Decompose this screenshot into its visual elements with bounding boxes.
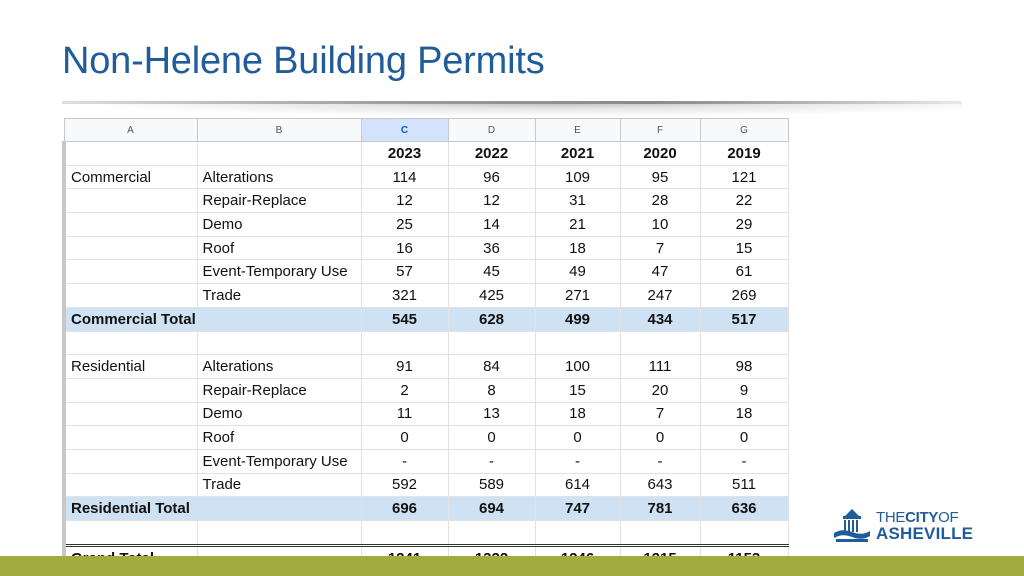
value-cell[interactable]: 2 xyxy=(361,378,448,402)
value-cell[interactable]: 95 xyxy=(620,165,700,189)
col-header-b[interactable]: B xyxy=(197,119,361,142)
cell[interactable] xyxy=(64,236,197,260)
value-cell[interactable]: 9 xyxy=(700,378,788,402)
title-divider xyxy=(62,101,962,117)
cell[interactable] xyxy=(64,426,197,450)
cell[interactable] xyxy=(64,521,197,546)
category-cell[interactable]: Residential xyxy=(64,355,197,379)
value-cell[interactable]: 14 xyxy=(448,213,535,237)
permit-type-cell[interactable]: Repair-Replace xyxy=(197,378,361,402)
cell[interactable] xyxy=(361,331,448,355)
value-cell[interactable]: 49 xyxy=(535,260,620,284)
courthouse-icon xyxy=(832,506,872,546)
permit-type-cell[interactable]: Roof xyxy=(197,426,361,450)
value-cell[interactable]: 57 xyxy=(361,260,448,284)
total-cell[interactable]: 694 xyxy=(448,497,535,521)
value-cell[interactable]: 20 xyxy=(620,378,700,402)
value-cell[interactable]: - xyxy=(535,449,620,473)
logo-of: OF xyxy=(938,509,959,526)
year-header-row xyxy=(64,142,788,166)
table-row xyxy=(64,355,788,379)
table-row xyxy=(64,236,788,260)
blank-row xyxy=(64,331,788,355)
cell[interactable] xyxy=(535,521,620,546)
value-cell[interactable]: 0 xyxy=(535,426,620,450)
permit-type-cell[interactable]: Trade xyxy=(197,473,361,497)
cell[interactable] xyxy=(700,331,788,355)
value-cell[interactable]: 22 xyxy=(700,189,788,213)
logo-wordmark xyxy=(876,510,973,542)
cell[interactable] xyxy=(64,284,197,308)
value-cell[interactable]: 13 xyxy=(448,402,535,426)
permit-type-cell[interactable]: Demo xyxy=(197,213,361,237)
permit-type-cell[interactable]: Alterations xyxy=(197,355,361,379)
value-cell[interactable]: 16 xyxy=(361,236,448,260)
col-header-f[interactable]: F xyxy=(620,119,700,142)
value-cell[interactable]: 111 xyxy=(620,355,700,379)
value-cell[interactable]: 321 xyxy=(361,284,448,308)
cell[interactable] xyxy=(197,142,361,166)
col-header-c[interactable]: C xyxy=(361,119,448,142)
value-cell[interactable]: 7 xyxy=(620,236,700,260)
value-cell[interactable]: 18 xyxy=(535,402,620,426)
table-row xyxy=(64,165,788,189)
value-cell[interactable]: 45 xyxy=(448,260,535,284)
value-cell[interactable]: 271 xyxy=(535,284,620,308)
slide-title: Non-Helene Building Permits xyxy=(62,40,545,82)
value-cell[interactable]: 114 xyxy=(361,165,448,189)
cell[interactable] xyxy=(620,331,700,355)
blank-row xyxy=(64,521,788,546)
value-cell[interactable]: 10 xyxy=(620,213,700,237)
cell[interactable] xyxy=(64,260,197,284)
total-label-cell[interactable]: Residential Total xyxy=(64,497,361,521)
year-cell[interactable]: 2019 xyxy=(700,142,788,166)
value-cell[interactable]: 589 xyxy=(448,473,535,497)
total-cell[interactable]: 628 xyxy=(448,307,535,331)
value-cell[interactable]: 511 xyxy=(700,473,788,497)
total-cell[interactable]: 696 xyxy=(361,497,448,521)
value-cell[interactable]: 98 xyxy=(700,355,788,379)
cell[interactable] xyxy=(64,473,197,497)
cell[interactable] xyxy=(64,402,197,426)
table-row xyxy=(64,449,788,473)
cell[interactable] xyxy=(64,142,197,166)
cell[interactable] xyxy=(535,331,620,355)
value-cell[interactable]: 18 xyxy=(700,402,788,426)
year-cell[interactable]: 2022 xyxy=(448,142,535,166)
permit-type-cell[interactable]: Event-Temporary Use xyxy=(197,260,361,284)
col-header-g[interactable]: G xyxy=(700,119,788,142)
value-cell[interactable]: - xyxy=(361,449,448,473)
year-cell[interactable]: 2023 xyxy=(361,142,448,166)
value-cell[interactable]: 47 xyxy=(620,260,700,284)
permit-type-cell[interactable]: Roof xyxy=(197,236,361,260)
value-cell[interactable]: 28 xyxy=(620,189,700,213)
footer-bar xyxy=(0,556,1024,576)
value-cell[interactable]: 592 xyxy=(361,473,448,497)
value-cell[interactable]: 18 xyxy=(535,236,620,260)
value-cell[interactable]: 0 xyxy=(700,426,788,450)
value-cell[interactable]: 61 xyxy=(700,260,788,284)
total-cell[interactable]: 545 xyxy=(361,307,448,331)
cell[interactable] xyxy=(197,521,361,546)
commercial-total-row xyxy=(64,307,788,331)
value-cell[interactable]: 25 xyxy=(361,213,448,237)
cell[interactable] xyxy=(64,449,197,473)
table-row xyxy=(64,189,788,213)
col-header-a[interactable]: A xyxy=(64,119,197,142)
col-header-e[interactable]: E xyxy=(535,119,620,142)
total-cell[interactable]: 781 xyxy=(620,497,700,521)
permits-spreadsheet xyxy=(62,118,789,570)
residential-total-row xyxy=(64,497,788,521)
value-cell[interactable]: 269 xyxy=(700,284,788,308)
logo-the: THE xyxy=(876,509,906,526)
table-row xyxy=(64,284,788,308)
cell[interactable] xyxy=(361,521,448,546)
value-cell[interactable]: 12 xyxy=(448,189,535,213)
value-cell[interactable]: 614 xyxy=(535,473,620,497)
permit-type-cell[interactable]: Demo xyxy=(197,402,361,426)
table-row xyxy=(64,378,788,402)
table-row xyxy=(64,473,788,497)
logo-asheville: ASHEVILLE xyxy=(876,524,974,543)
year-cell[interactable]: 2020 xyxy=(620,142,700,166)
value-cell[interactable]: 36 xyxy=(448,236,535,260)
total-cell[interactable]: 636 xyxy=(700,497,788,521)
value-cell[interactable]: - xyxy=(700,449,788,473)
total-cell[interactable]: 434 xyxy=(620,307,700,331)
value-cell[interactable]: 91 xyxy=(361,355,448,379)
cell[interactable] xyxy=(64,189,197,213)
value-cell[interactable]: - xyxy=(448,449,535,473)
value-cell[interactable]: 31 xyxy=(535,189,620,213)
col-header-d[interactable]: D xyxy=(448,119,535,142)
permit-type-cell[interactable]: Alterations xyxy=(197,165,361,189)
value-cell[interactable]: 100 xyxy=(535,355,620,379)
value-cell[interactable]: 0 xyxy=(620,426,700,450)
permit-type-cell[interactable]: Trade xyxy=(197,284,361,308)
cell[interactable] xyxy=(700,521,788,546)
logo-city: CITY xyxy=(905,509,939,526)
cell[interactable] xyxy=(448,521,535,546)
value-cell[interactable]: 84 xyxy=(448,355,535,379)
value-cell[interactable]: 247 xyxy=(620,284,700,308)
value-cell[interactable]: 643 xyxy=(620,473,700,497)
total-cell[interactable]: 747 xyxy=(535,497,620,521)
permit-type-cell[interactable]: Event-Temporary Use xyxy=(197,449,361,473)
cell[interactable] xyxy=(64,331,197,355)
cell[interactable] xyxy=(620,521,700,546)
value-cell[interactable]: 96 xyxy=(448,165,535,189)
cell[interactable] xyxy=(64,378,197,402)
value-cell[interactable]: 15 xyxy=(700,236,788,260)
value-cell[interactable]: 7 xyxy=(620,402,700,426)
value-cell[interactable]: 15 xyxy=(535,378,620,402)
value-cell[interactable]: 21 xyxy=(535,213,620,237)
cell[interactable] xyxy=(448,331,535,355)
value-cell[interactable]: 109 xyxy=(535,165,620,189)
total-cell[interactable]: 499 xyxy=(535,307,620,331)
table-row xyxy=(64,402,788,426)
column-letter-header xyxy=(64,119,788,142)
permit-type-cell[interactable]: Repair-Replace xyxy=(197,189,361,213)
value-cell[interactable]: 121 xyxy=(700,165,788,189)
value-cell[interactable]: 8 xyxy=(448,378,535,402)
value-cell[interactable]: 11 xyxy=(361,402,448,426)
value-cell[interactable]: 0 xyxy=(448,426,535,450)
year-cell[interactable]: 2021 xyxy=(535,142,620,166)
category-cell[interactable]: Commercial xyxy=(64,165,197,189)
total-label-cell[interactable]: Commercial Total xyxy=(64,307,361,331)
value-cell[interactable]: 12 xyxy=(361,189,448,213)
value-cell[interactable]: 425 xyxy=(448,284,535,308)
value-cell[interactable]: 0 xyxy=(361,426,448,450)
table-row xyxy=(64,213,788,237)
table-row xyxy=(64,426,788,450)
cell[interactable] xyxy=(197,331,361,355)
total-cell[interactable]: 517 xyxy=(700,307,788,331)
value-cell[interactable]: 29 xyxy=(700,213,788,237)
value-cell[interactable]: - xyxy=(620,449,700,473)
table-row xyxy=(64,260,788,284)
cell[interactable] xyxy=(64,213,197,237)
